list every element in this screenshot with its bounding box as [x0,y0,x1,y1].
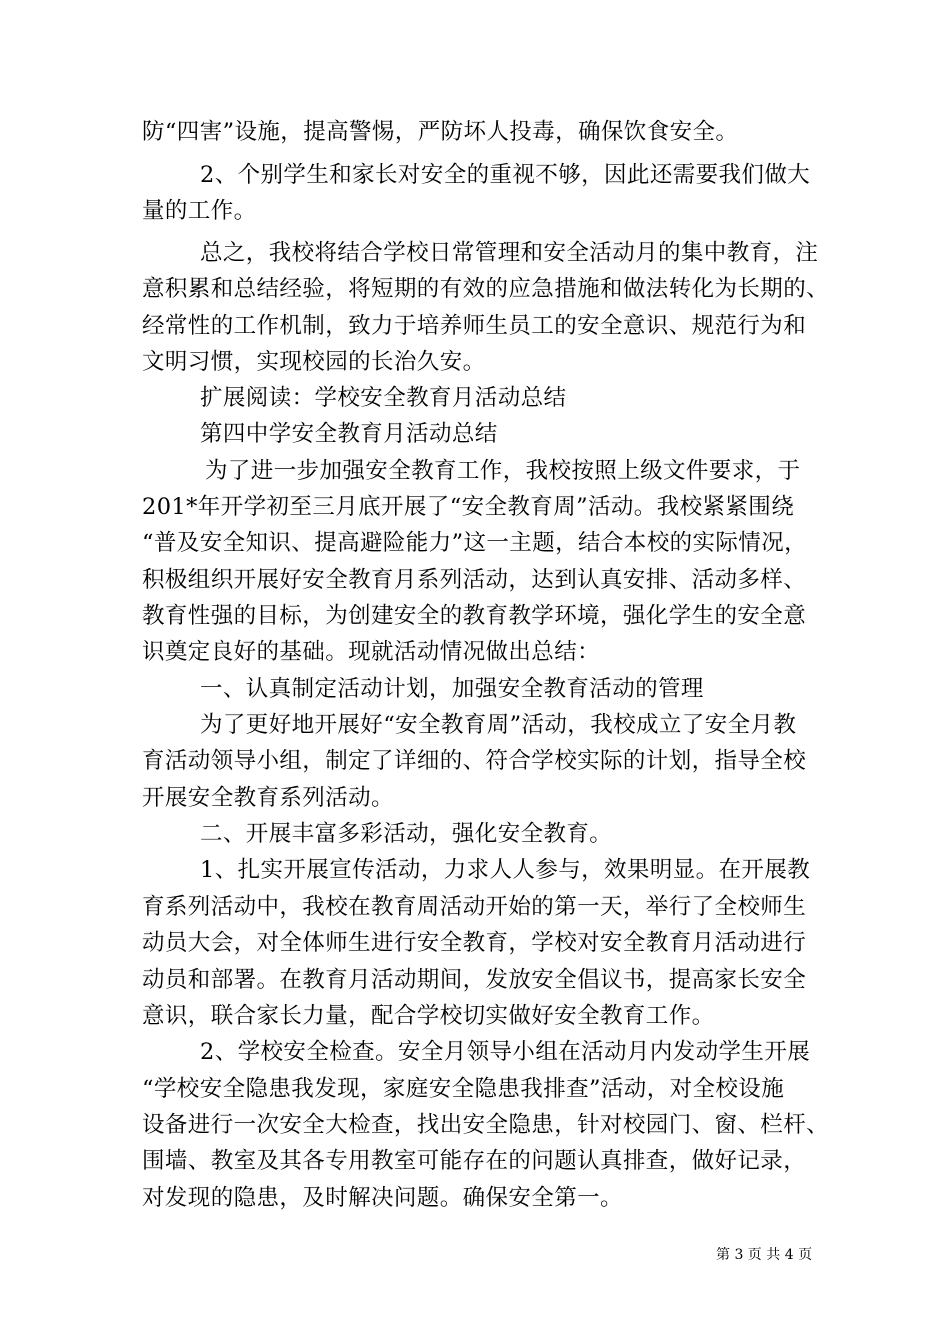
text-line: 为了进一步加强安全教育工作，我校按照上级文件要求，于 [205,458,801,484]
page-number: 第 3 页 共 4 页 [716,1247,813,1263]
text-line: 育活动领导小组，制定了详细的、符合学校实际的计划，指导全校 [142,748,807,774]
text-line: 意积累和总结经验，将短期的有效的应急措施和做法转化为长期的、 [142,276,830,302]
text-line: 围墙、教室及其各专用教室可能存在的问题认真排查，做好记录， [142,1148,807,1174]
section-heading: 第四中学安全教育月活动总结 [200,421,498,447]
text-line: 意识，联合家长力量，配合学校切实做好安全教育工作。 [142,1003,715,1029]
text-line: 201*年开学初至三月底开展了“安全教育周”活动。我校紧紧围绕 [142,494,795,520]
text-line: 设备进行一次安全大检查，找出安全隐患，针对校园门、窗、栏杆、 [142,1112,830,1138]
text-line: 量的工作。 [142,198,257,224]
text-line: 育系列活动中，我校在教育周活动开始的第一天，举行了全校师生 [142,894,807,920]
text-line: “学校安全隐患我发现，家庭安全隐患我排查”活动，对全校设施 [142,1076,785,1102]
text-line: 对发现的隐患，及时解决问题。确保安全第一。 [142,1185,623,1211]
text-line: 识奠定良好的基础。现就活动情况做出总结： [142,639,601,665]
section-heading: 扩展阅读：学校安全教育月活动总结 [200,385,567,411]
text-line: 经常性的工作机制，致力于培养师生员工的安全意识、规范行为和 [142,313,807,339]
text-line: 文明习惯，实现校园的长治久安。 [142,349,486,375]
section-heading: 一、认真制定活动计划，加强安全教育活动的管理 [200,676,704,702]
text-line: 动员和部署。在教育月活动期间，发放安全倡议书，提高家长安全 [142,967,807,993]
text-line: 教育性强的目标，为创建安全的教育教学环境，强化学生的安全意 [142,603,807,629]
text-line: 动员大会，对全体师生进行安全教育，学校对安全教育月活动进行 [142,930,807,956]
text-line: 1、扎实开展宣传活动，力求人人参与，效果明显。在开展教 [200,857,811,883]
section-heading: 二、开展丰富多彩活动，强化安全教育。 [200,821,613,847]
text-line: 开展安全教育系列活动。 [142,785,394,811]
text-line: 2、学校安全检查。安全月领导小组在活动月内发动学生开展 [200,1039,811,1065]
text-line: 积极组织开展好安全教育月系列活动，达到认真安排、活动多样、 [142,567,807,593]
text-line: 2、个别学生和家长对安全的重视不够，因此还需要我们做大 [200,162,811,188]
text-line: 总之，我校将结合学校日常管理和安全活动月的集中教育，注 [200,240,819,266]
text-line: “普及安全知识、提高避险能力”这一主题，结合本校的实际情况， [142,530,808,556]
text-line: 为了更好地开展好“安全教育周”活动，我校成立了安全月教 [200,712,797,738]
text-line: 防“四害”设施，提高警惕，严防坏人投毒，确保饮食安全。 [142,119,739,145]
